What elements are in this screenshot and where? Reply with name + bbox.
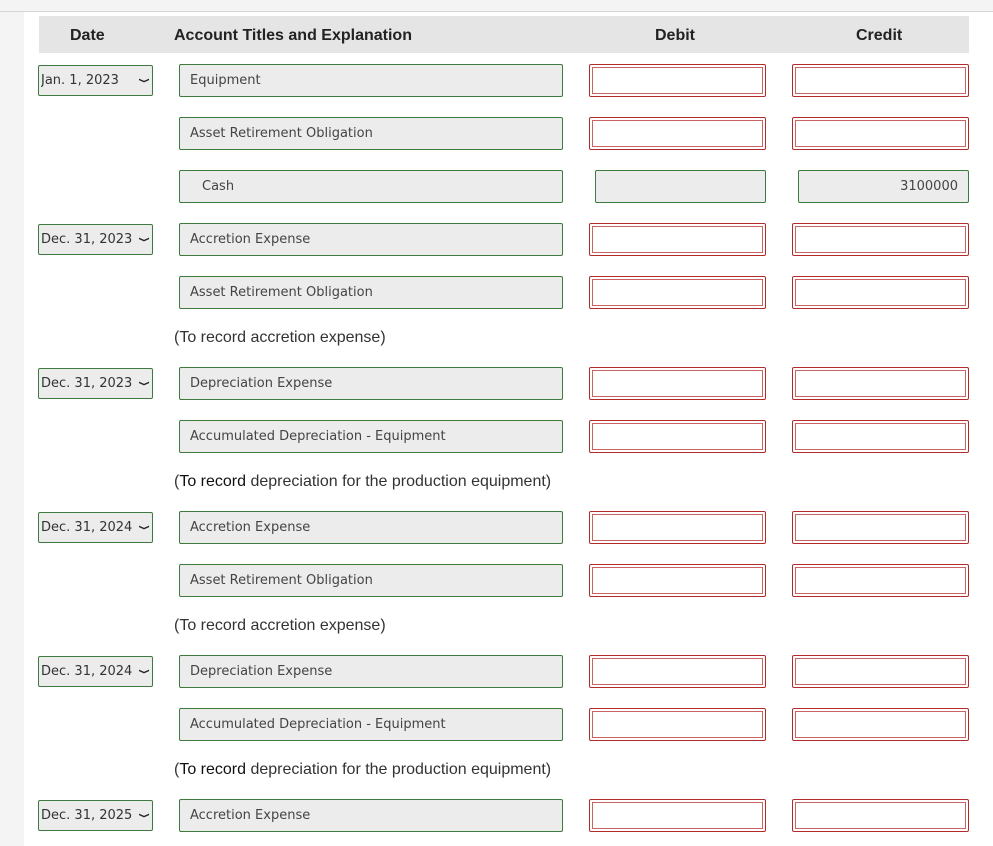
date-select[interactable] [38, 512, 153, 543]
chevron-down-icon: ❯ [138, 524, 150, 531]
credit-input[interactable] [792, 276, 969, 309]
credit-input[interactable] [792, 223, 969, 256]
credit-input[interactable] [792, 420, 969, 453]
date-select[interactable] [38, 368, 153, 399]
date-select[interactable] [38, 65, 153, 96]
debit-input[interactable] [589, 799, 766, 832]
account-field[interactable]: Cash [179, 170, 563, 203]
chevron-down-icon: ❯ [138, 668, 150, 675]
note-part: ( [174, 761, 180, 778]
account-field[interactable]: Accumulated Depreciation - Equipment [179, 708, 563, 741]
date-select[interactable] [38, 224, 153, 255]
entry-note [174, 761, 551, 779]
credit-input[interactable] [792, 117, 969, 150]
account-field[interactable]: Depreciation Expense [179, 367, 563, 400]
account-field[interactable]: Accumulated Depreciation - Equipment [179, 420, 563, 453]
date-select[interactable] [38, 656, 153, 687]
date-select-value: Dec. 31, 2024 [41, 664, 133, 679]
account-field[interactable]: Depreciation Expense [179, 655, 563, 688]
credit-input[interactable] [792, 64, 969, 97]
chevron-down-icon: ❯ [138, 812, 150, 819]
date-select-value: Dec. 31, 2023 [41, 232, 133, 247]
top-bar [0, 0, 993, 12]
credit-input[interactable] [792, 367, 969, 400]
note-part: depreciation for the production equipment) [246, 473, 552, 490]
header-debit: Debit [655, 27, 695, 44]
account-field[interactable]: Accretion Expense [179, 511, 563, 544]
account-field[interactable]: Asset Retirement Obligation [179, 117, 563, 150]
date-select[interactable] [38, 800, 153, 831]
debit-input[interactable] [589, 64, 766, 97]
debit-input[interactable] [595, 170, 766, 203]
account-field[interactable]: Accretion Expense [179, 799, 563, 832]
credit-input[interactable]: 3100000 [798, 170, 969, 203]
debit-input[interactable] [589, 367, 766, 400]
credit-input[interactable] [792, 708, 969, 741]
date-select-value: Dec. 31, 2023 [41, 376, 133, 391]
debit-input[interactable] [589, 276, 766, 309]
note-part: depreciation for the production equipment) [246, 761, 552, 778]
entry-note: (To record accretion expense) [174, 617, 386, 634]
chevron-down-icon: ❯ [138, 236, 150, 243]
header-date: Date [70, 27, 105, 44]
account-field[interactable]: Equipment [179, 64, 563, 97]
date-select-value: Dec. 31, 2024 [41, 520, 133, 535]
debit-input[interactable] [589, 708, 766, 741]
debit-input[interactable] [589, 420, 766, 453]
credit-input[interactable] [792, 564, 969, 597]
debit-input[interactable] [589, 511, 766, 544]
note-part: ( [174, 473, 180, 490]
header-account: Account Titles and Explanation [174, 27, 412, 44]
credit-input[interactable] [792, 799, 969, 832]
note-part-bold: To record [179, 473, 247, 490]
account-field[interactable]: Accretion Expense [179, 223, 563, 256]
date-select-value: Jan. 1, 2023 [41, 73, 119, 88]
header-credit: Credit [856, 27, 903, 44]
date-select-value: Dec. 31, 2025 [41, 808, 133, 823]
credit-input[interactable] [792, 511, 969, 544]
entry-note: (To record accretion expense) [174, 329, 386, 346]
debit-input[interactable] [589, 117, 766, 150]
chevron-down-icon: ❯ [138, 380, 150, 387]
chevron-down-icon: ❯ [138, 77, 150, 84]
debit-input[interactable] [589, 655, 766, 688]
account-field[interactable]: Asset Retirement Obligation [179, 564, 563, 597]
note-part-bold: To record [179, 761, 247, 778]
account-field[interactable]: Asset Retirement Obligation [179, 276, 563, 309]
debit-input[interactable] [589, 564, 766, 597]
entry-note [174, 473, 551, 491]
debit-input[interactable] [589, 223, 766, 256]
credit-input[interactable] [792, 655, 969, 688]
